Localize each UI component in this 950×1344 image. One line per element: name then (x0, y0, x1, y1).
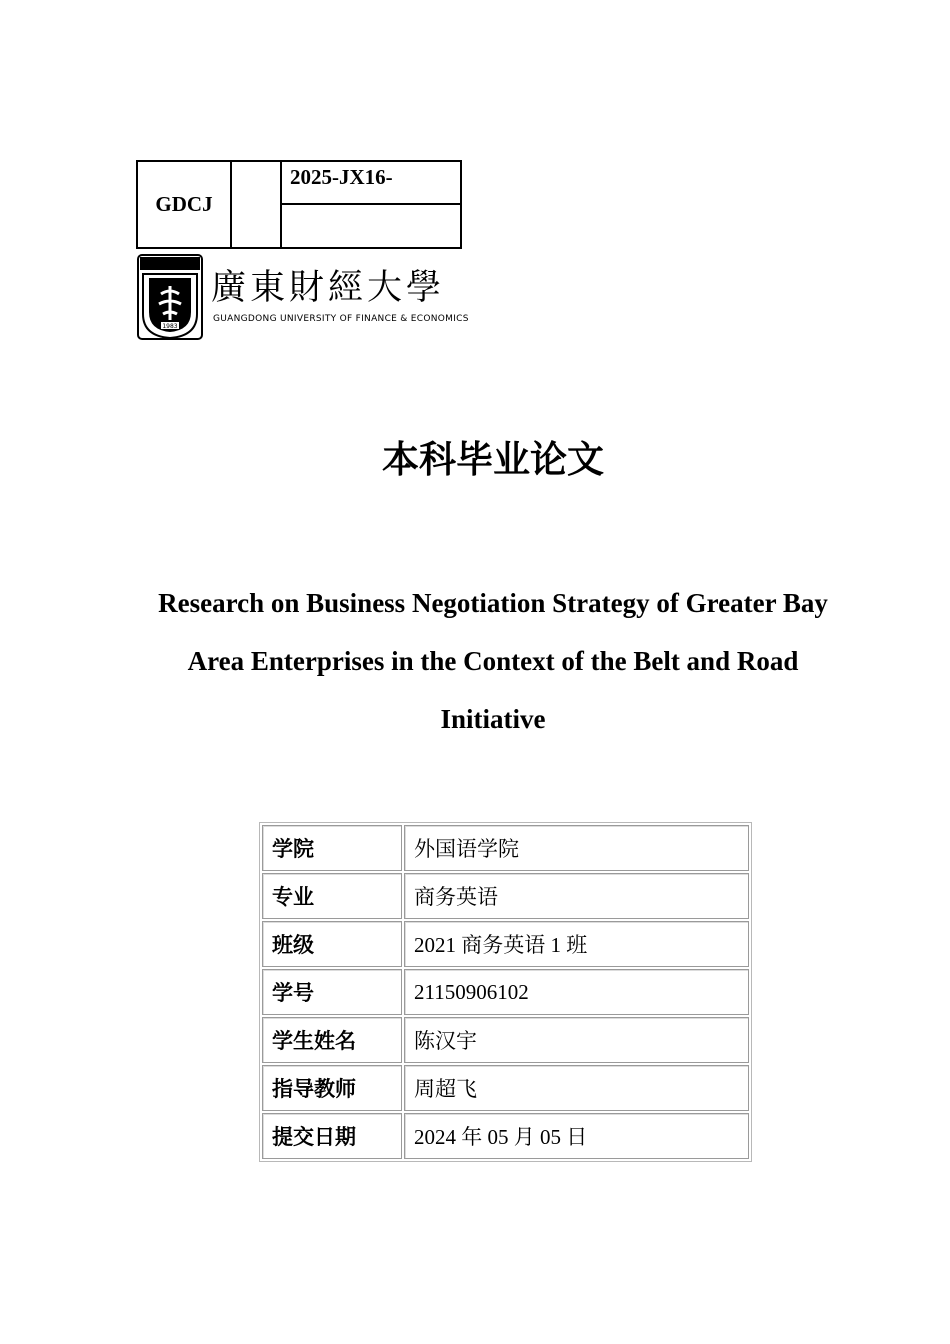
university-name-en: GUANGDONG UNIVERSITY OF FINANCE & ECONOMICS (213, 314, 469, 324)
table-row (262, 1017, 749, 1063)
info-label: 指导教师 (262, 1065, 402, 1111)
thesis-title-line: Area Enterprises in the Context of the Belt and Road (187, 646, 799, 676)
university-name-cn: 廣東財經大學 (211, 268, 446, 308)
info-value: 商务英语 (404, 873, 749, 919)
info-value: 外国语学院 (404, 825, 749, 871)
table-row (262, 921, 749, 967)
info-label: 提交日期 (262, 1113, 402, 1159)
table-row (262, 1113, 749, 1159)
document-type-title: 本科毕业论文 (382, 438, 604, 481)
info-value: 陈汉宇 (404, 1017, 749, 1063)
thesis-title (130, 574, 856, 748)
info-value: 2021 商务英语 1 班 (404, 921, 749, 967)
info-label: 学院 (262, 825, 402, 871)
info-label: 班级 (262, 921, 402, 967)
thesis-title-line: Initiative (440, 704, 546, 734)
svg-text:1983: 1983 (162, 323, 178, 330)
info-label: 专业 (262, 873, 402, 919)
thesis-title-line: Research on Business Negotiation Strategy of Greater Bay (158, 588, 828, 618)
code-prefix: GDCJ (138, 162, 232, 247)
university-logo (137, 254, 469, 340)
table-row (262, 873, 749, 919)
table-row (262, 825, 749, 871)
code-blank-cell (232, 162, 282, 247)
info-value: 2024 年 05 月 05 日 (404, 1113, 749, 1159)
table-row (262, 1065, 749, 1111)
student-info-table (259, 822, 752, 1162)
info-label: 学生姓名 (262, 1017, 402, 1063)
info-value: 21150906102 (404, 969, 749, 1015)
classification-code-box (136, 160, 462, 249)
code-number: 2025-JX16- (282, 162, 460, 205)
table-row (262, 969, 749, 1015)
info-label: 学号 (262, 969, 402, 1015)
university-seal-icon (137, 254, 203, 340)
code-blank-cell-lower (282, 205, 460, 247)
info-value: 周超飞 (404, 1065, 749, 1111)
